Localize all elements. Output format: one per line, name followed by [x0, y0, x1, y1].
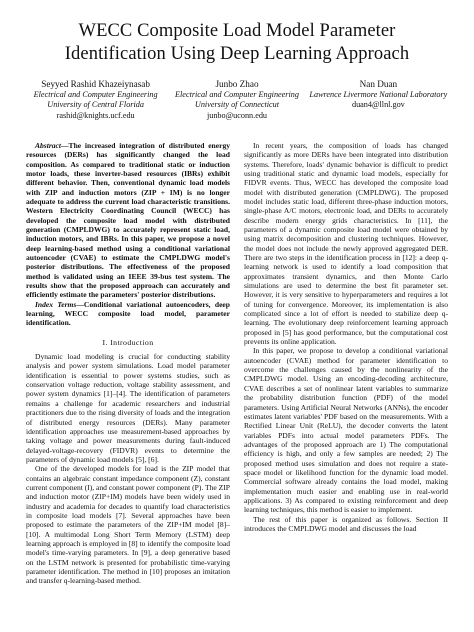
abstract-lead: Abstract [35, 140, 61, 150]
author-institution: University of Central Florida [47, 100, 144, 110]
author-email: duan4@llnl.gov [351, 100, 405, 110]
author-affiliation: Electrical and Computer Engineering [175, 90, 299, 99]
author-affiliation: Electrical and Computer Engineering [33, 90, 158, 99]
abstract-text: —The increased integration of distributed energy resources (DERs) has significantly changed the load composition. As compared to traditional static or induction motor loads, these inverter-based resources (IBRs) exhibit different behavior. Then, conventional dynamic load models with ZIP and induction motors (ZIP + IM) is no longer adequate to address the current load characteristic transitions. Western Electricity Coordinating Council (WECC) has developed the composite load model with distributed generation (CMPLDWG) to accurately represent static load, induction motors, and IBRs. In this paper, we propose a novel deep learning-based method using a conditional variational autoencoder (CVAE) to estimate the CMPLDWG model's posterior distributions. The effectiveness of the proposed method is validated using an IEEE 39-bus test system. The results show that the proposed approach can accurately and efficiently estimate the parameters' posterior distributions. [26, 140, 230, 300]
author-email: junbo@uconn.edu [206, 110, 268, 120]
title-line-1: WECC Composite Load Model Parameter [78, 21, 396, 41]
author-2 [167, 78, 306, 121]
body-paragraph: One of the developed models for load is the ZIP model that contains an algebraic constant impedance component (Z), constant current component (I), and constant power component (P). The ZIP and induction motor (ZIP+IM) models have been widely used in industry and academia for decades to quantify load characteristics in composite load models [7]. Several approaches have been proposed to estimate the parameters of the ZIP+IM model [8]–[10]. A multimodal Long Short Term Memory (LSTM) deep learning approach is employed in [8] to identify the composite load model's time-varying parameters. In [9], a deep generative based on the LSTM network is presented for probabilistic time-varying parameter identification. The method in [10] proposes an imitation and transfer q-learning-based method. [26, 464, 230, 586]
author-block [26, 78, 448, 121]
author-email: rashid@knights.ucf.edu [56, 110, 135, 120]
body-paragraph: The rest of this paper is organized as follows. Section II introduces the CMPLDWG model and discusses the load [244, 514, 448, 533]
index-terms-text: —Conditional variational autoencoders, deep learning, WECC composite load model, parameter identification. [26, 299, 230, 328]
left-column [26, 141, 230, 586]
two-column-body [26, 141, 448, 586]
index-terms [26, 300, 230, 328]
index-terms-lead: Index Terms [35, 299, 77, 309]
author-affiliation: Lawrence Livermore National Laboratory [309, 90, 448, 99]
abstract [26, 141, 230, 300]
section-heading: I. Introduction [102, 337, 154, 347]
body-paragraph: In recent years, the composition of loads has changed significantly as more DERs have been integrated into distribution systems. Therefore, loads' dynamic behavior is difficult to predict using traditional static and dynamic load models, especially for FIDVR events. Thus, WECC has developed the composite load model with distributed generation (CMPLDWG). The proposed model includes static load, different three-phase induction motors, single-phase A/C motors, electronic load, and DERs to accurately describe modern energy grids characteristics. In [11], the parameters of a dynamic composite load model were obtained by using matrix decomposition and clustering techniques. However, the model does not include the newly approved aggregated DER. There are two steps in the identification process in [12]: a deep q-learning network is used to identify a load composition that approximates transient dynamics, and then Monte Carlo simulations are used to determine the best fit parameter set. However, it is very sensitive to hyperparameters and requires a lot of tuning for convergence. Moreover, its implementation is also complicated since a lot of effort is needed to stabilize deep q-learning. The evolutionary deep reinforcement learning approach proposed in [5] has good performance, but the computational cost prevents its online application. [244, 140, 448, 347]
body-paragraph: Dynamic load modeling is crucial for conducting stability analysis and power system simulations. Load model parameter identification is essential to power systems studies, such as conservation voltage reduction, voltage stability assessment, and power system dynamics [1]–[4]. The identification of parameters remains a challenge for academic researchers and industrial practitioners due to the rising diversity of loads and the integration of distributed energy resources (DERs). Many parameter identification approaches use measurement-based approaches by taking voltage and power measurements during fault-induced delayed-voltage-recovery (FIDVR) events to determine the parameters of dynamic load models [5], [6]. [26, 352, 230, 464]
author-3 [309, 78, 448, 121]
paper-title [26, 20, 448, 66]
author-name: Junbo Zhao [215, 79, 259, 89]
right-column [244, 141, 448, 586]
title-line-2: Identification Using Deep Learning Approach [64, 44, 410, 64]
author-name: Nan Duan [359, 79, 398, 89]
author-name: Seyyed Rashid Khazeiynasab [41, 79, 150, 89]
body-paragraph: In this paper, we propose to develop a conditional variational autoencoder (CVAE) method for parameter identification to overcome the challenges caused by the nonlinearity of the CMPLDWG model. Using an encoding-decoding architecture, CVAE describes a set of nonlinear latent variables to summarize the probability distribution function (PDF) of the model parameters. Using Artificial Neural Networks (ANNs), the encoder estimates latent variables' PDF based on the measurements. With a Rectified Linear Unit (ReLU), the decoder converts the latent variables PDFs into actual model parameters PDFs. The advantages of the proposed approach are 1) The computational efficiency is high, and only a few samples are needed; 2) The proposed method uses simulation and does not require a state-space model or likelihood function for the dynamic load model. Commercial software already contains the load model, making implementation much easier and enabling use in real-world applications. 3) As compared to existing reinforcement and deep learning techniques, this method is easier to implement. [244, 346, 448, 515]
author-institution: University of Connecticut [194, 100, 280, 110]
author-1 [26, 78, 165, 121]
